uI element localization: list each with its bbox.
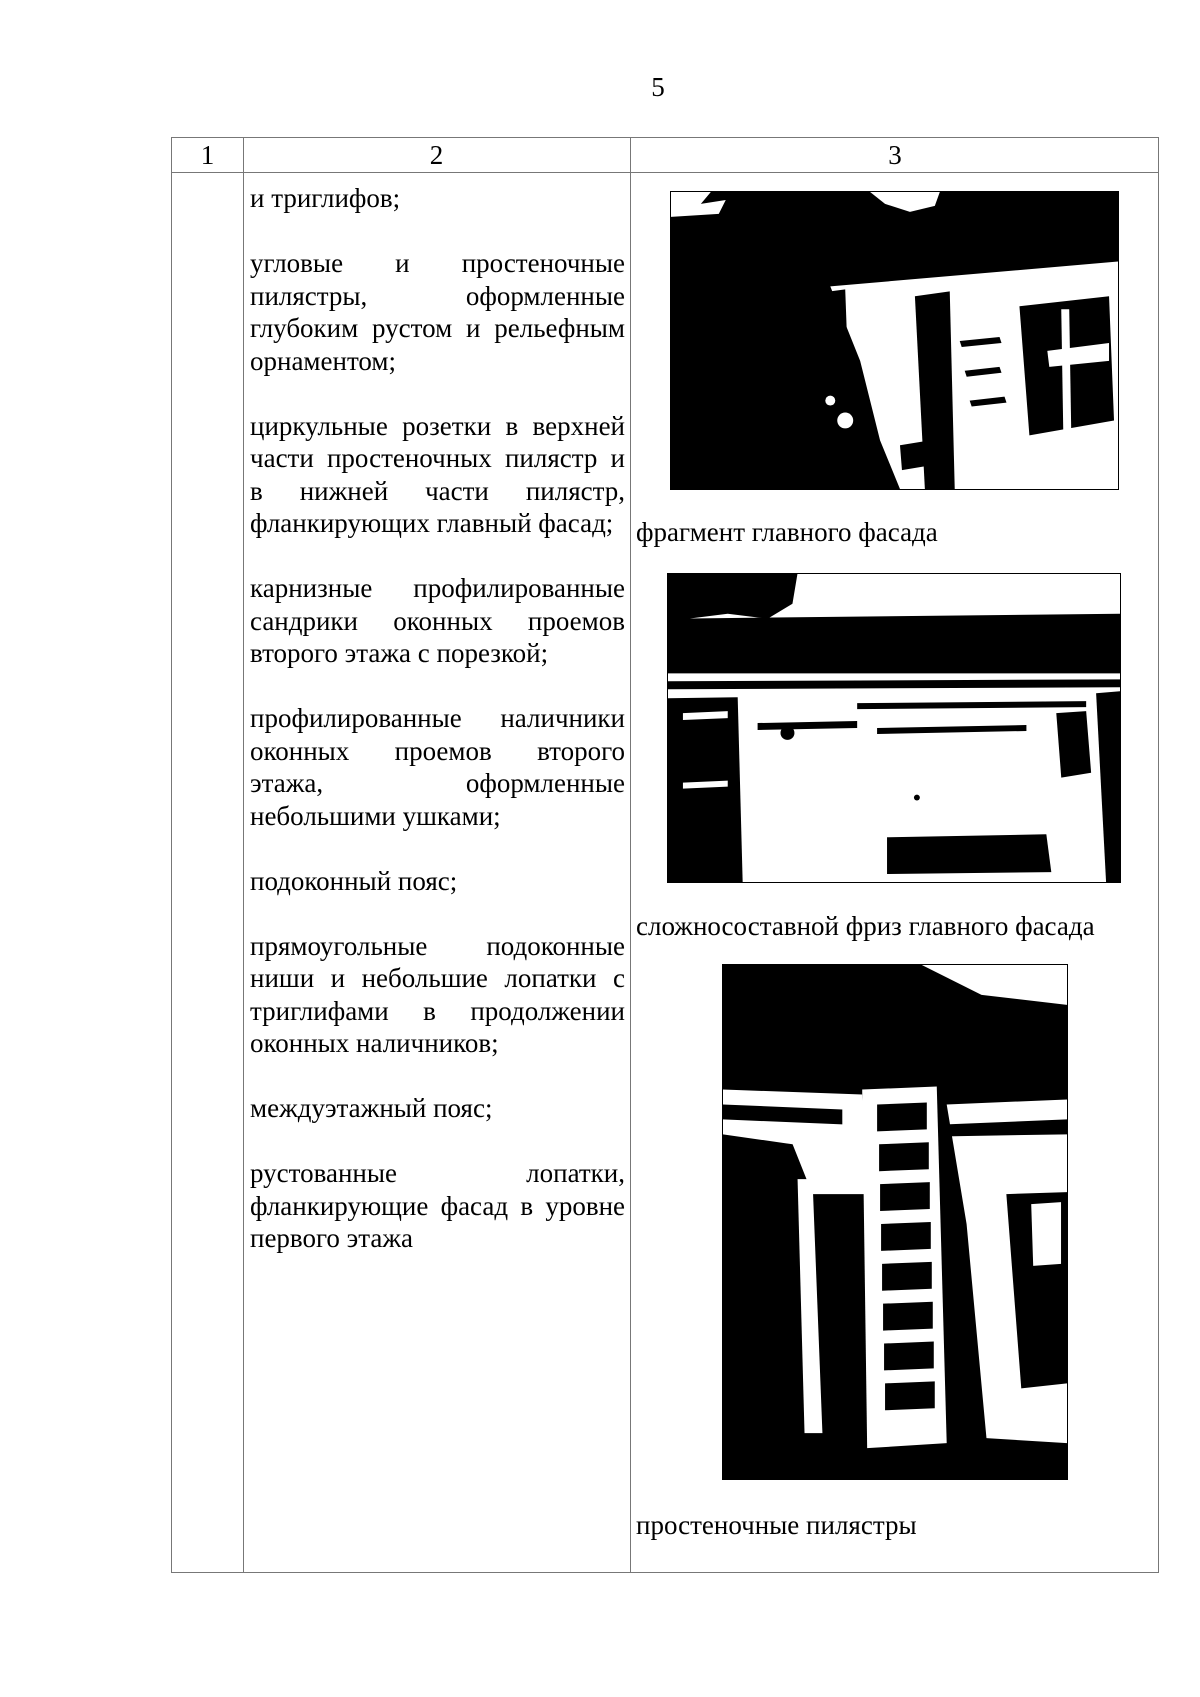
column-header-1: 1 bbox=[200, 140, 215, 170]
element-description-list bbox=[250, 182, 625, 1255]
column-divider bbox=[630, 138, 631, 1572]
list-item: подоконный пояс; bbox=[250, 865, 458, 896]
list-item: циркульные розетки в верхней части простеночных пилястр и в нижней части пилястр, фланкирующих главный фасад; bbox=[250, 410, 625, 538]
list-item: прямоугольные подоконные ниши и небольшие лопатки с триглифами в продолжении оконных наличников; bbox=[250, 930, 625, 1058]
header-divider bbox=[172, 172, 1158, 173]
column-divider bbox=[243, 138, 244, 1572]
facade-frieze-photo bbox=[667, 573, 1121, 883]
list-item: и триглифов; bbox=[250, 183, 401, 213]
photo-caption: сложносоставной фриз главного фасада bbox=[636, 911, 1095, 941]
column-header-3: 3 bbox=[888, 140, 902, 170]
heritage-elements-table bbox=[171, 137, 1159, 1573]
column-header-2: 2 bbox=[429, 140, 444, 170]
photo-caption: фрагмент главного фасада bbox=[636, 517, 938, 547]
list-item: междуэтажный пояс; bbox=[250, 1093, 493, 1123]
facade-fragment-photo bbox=[670, 191, 1119, 490]
photo-caption: простеночные пилястры bbox=[636, 1510, 917, 1540]
list-item: угловые и простеночные пилястры, оформленные глубоким рустом и рельефным орнаментом; bbox=[250, 248, 625, 376]
wall-pilasters-photo bbox=[722, 964, 1068, 1480]
list-item: карнизные профилированные сандрики оконных проемов второго этажа с порезкой; bbox=[250, 573, 625, 668]
list-item: рустованные лопатки, фланкирующие фасад в уровне первого этажа bbox=[250, 1158, 625, 1253]
page-number: 5 bbox=[651, 72, 665, 102]
list-item: профилированные наличники оконных проемов второго этажа, оформленные небольшими ушками; bbox=[250, 703, 625, 831]
